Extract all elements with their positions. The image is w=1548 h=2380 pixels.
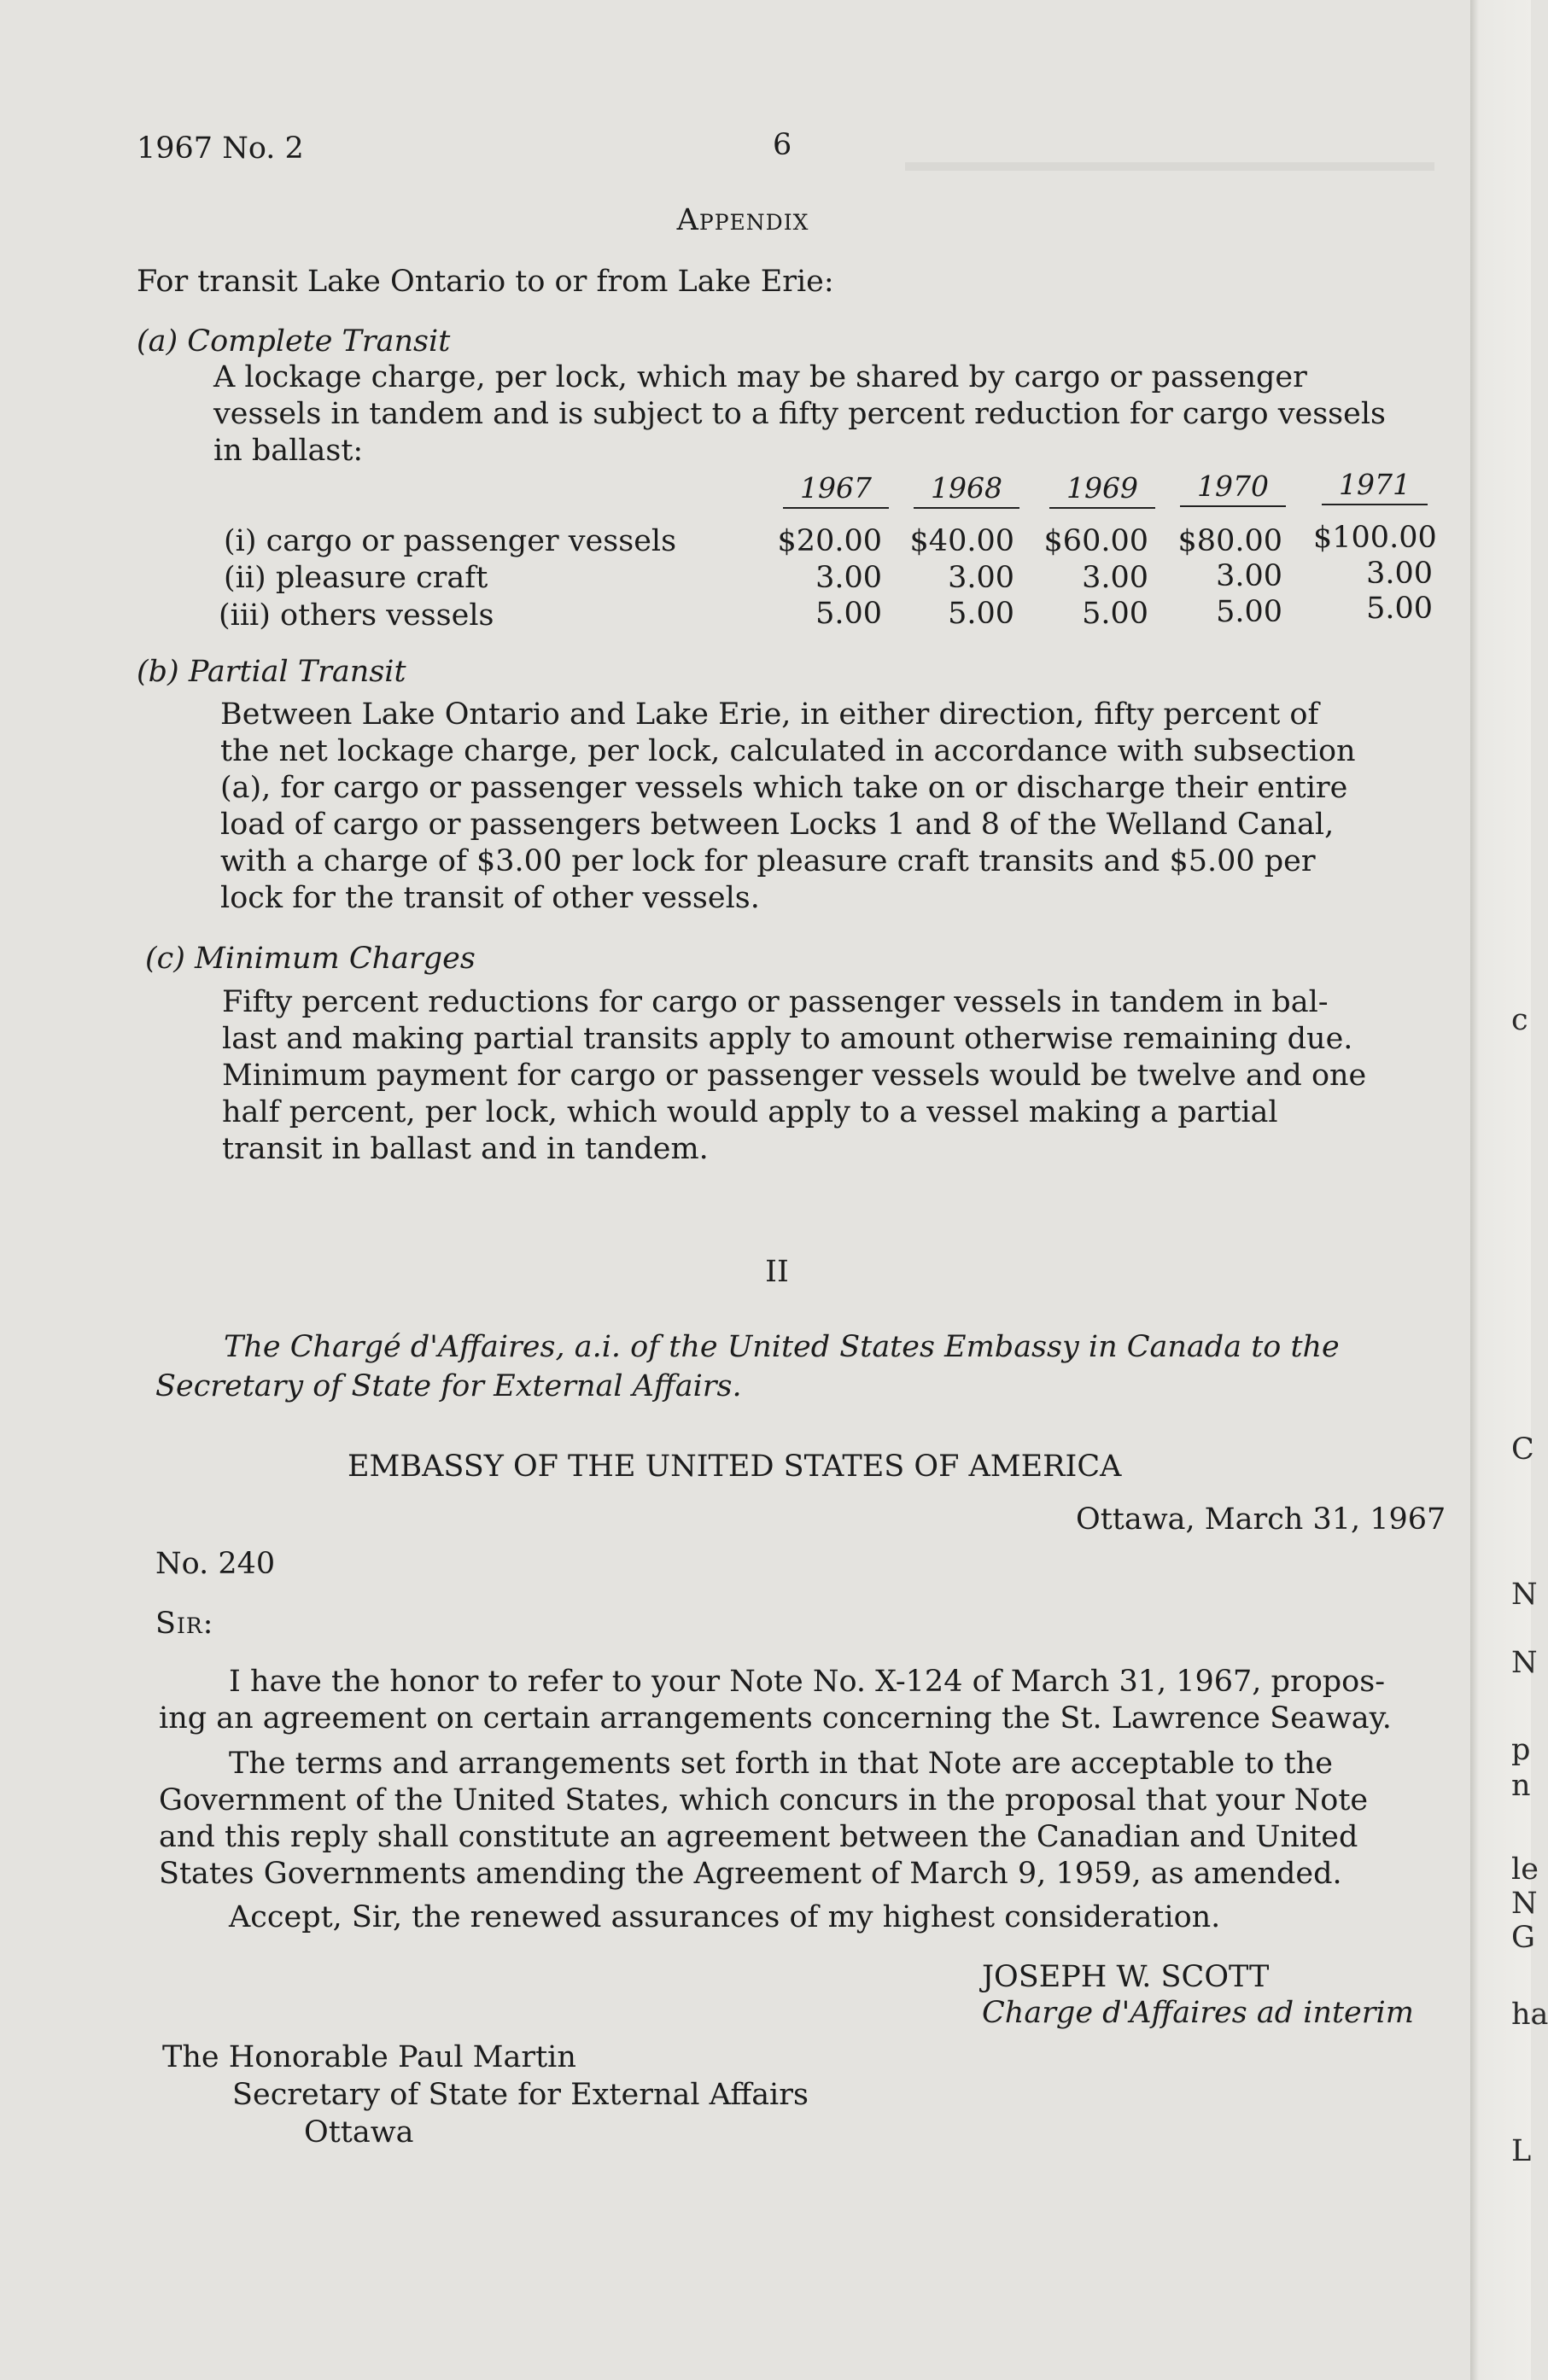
running-header: 1967 No. 2 (137, 131, 304, 166)
paragraph-line: I have the honor to refer to your Note No. X-124 of March 31, 1967, propos- (229, 1665, 1386, 1699)
facing-page-fragment: N (1511, 1578, 1538, 1612)
facing-page-fragment: ha (1511, 1998, 1548, 2032)
table-cell: $20.00 (777, 524, 882, 558)
facing-page-fragment: G (1511, 1921, 1535, 1955)
table-cell: 3.00 (1216, 559, 1282, 593)
table-cell: $80.00 (1177, 524, 1282, 558)
subsection-b-line: (a), for cargo or passenger vessels which take on or discharge their entire (220, 771, 1348, 805)
table-row-label: (ii) pleasure craft (224, 561, 488, 595)
facing-page-fragment: L (1511, 2134, 1532, 2168)
table-cell: 5.00 (1216, 595, 1282, 629)
addressee-line: The Honorable Paul Martin (162, 2040, 576, 2074)
facing-page-fragment: C (1511, 1432, 1534, 1467)
table-row-label: (i) cargo or passenger vessels (224, 524, 677, 558)
subsection-b-heading: (b) Partial Transit (137, 655, 406, 689)
subsection-b-line: with a charge of $3.00 per lock for pleasure craft transits and $5.00 per (220, 844, 1316, 878)
facing-page-fragment: n (1511, 1769, 1531, 1803)
year-header: 1969 (1049, 471, 1155, 509)
subsection-b-line: lock for the transit of other vessels. (220, 881, 760, 915)
subsection-a-line: in ballast: (213, 434, 364, 468)
facing-page-fragment: c (1511, 1003, 1528, 1037)
year-header: 1971 (1322, 468, 1428, 505)
facing-page-fragment: N (1511, 1646, 1538, 1680)
letter-caption: The Chargé d'Affaires, a.i. of the United States Embassy in Canada to the (224, 1330, 1340, 1364)
facing-page-fragment: p (1511, 1733, 1531, 1767)
signature-title: Charge d'Affaires ad interim (982, 1996, 1414, 2030)
paragraph-line: ing an agreement on certain arrangements concerning the St. Lawrence Seaway. (159, 1701, 1392, 1735)
addressee-line: Secretary of State for External Affairs (232, 2078, 809, 2112)
embassy-heading: EMBASSY OF THE UNITED STATES OF AMERICA (348, 1450, 1122, 1484)
bleed-through-shadow (905, 162, 1434, 191)
year-header: 1970 (1180, 470, 1286, 507)
subsection-a-line: A lockage charge, per lock, which may be shared by cargo or passenger (213, 360, 1307, 394)
subsection-b-line: the net lockage charge, per lock, calculated in accordance with subsection (220, 734, 1356, 768)
subsection-b-line: load of cargo or passengers between Locks 1 and 8 of the Welland Canal, (220, 808, 1335, 842)
table-cell: 5.00 (815, 597, 882, 631)
appendix-intro: For transit Lake Ontario to or from Lake Erie: (137, 265, 834, 299)
table-cell: 5.00 (948, 597, 1014, 631)
year-header: 1967 (783, 471, 889, 509)
subsection-c-line: last and making partial transits apply to amount otherwise remaining due. (222, 1022, 1353, 1056)
signature-name: JOSEPH W. SCOTT (982, 1960, 1270, 1994)
paragraph-line: Government of the United States, which concurs in the proposal that your Note (159, 1783, 1369, 1817)
paragraph-line: Accept, Sir, the renewed assurances of my highest consideration. (229, 1900, 1221, 1934)
table-cell: 3.00 (948, 561, 1014, 595)
section-number: II (765, 1255, 789, 1289)
subsection-c-heading: (c) Minimum Charges (145, 942, 476, 976)
addressee-line: Ottawa (304, 2115, 414, 2150)
appendix-title: Appendix (676, 203, 809, 237)
subsection-a-heading: (a) Complete Transit (137, 324, 451, 359)
subsection-c-line: transit in ballast and in tandem. (222, 1132, 709, 1166)
table-cell: $100.00 (1313, 521, 1437, 555)
table-row-label: (iii) others vessels (219, 598, 494, 633)
facing-page-fragment: N (1511, 1887, 1538, 1921)
subsection-c-line: half percent, per lock, which would apply to a vessel making a partial (222, 1095, 1278, 1129)
paragraph-line: The terms and arrangements set forth in that Note are acceptable to the (229, 1747, 1333, 1781)
table-cell: 3.00 (1366, 557, 1433, 591)
page-number: 6 (773, 128, 792, 162)
table-cell: 3.00 (1082, 561, 1148, 595)
facing-page-fragment: le (1511, 1852, 1539, 1887)
paragraph-line: States Governments amending the Agreement of March 9, 1959, as amended. (159, 1857, 1342, 1891)
letter-caption: Secretary of State for External Affairs. (155, 1369, 742, 1403)
salutation: Sir: (155, 1607, 214, 1641)
note-number: No. 240 (155, 1547, 276, 1581)
table-cell: $40.00 (909, 524, 1014, 558)
table-cell: 5.00 (1366, 592, 1433, 626)
year-header: 1968 (914, 471, 1019, 509)
table-cell: 3.00 (815, 561, 882, 595)
place-date: Ottawa, March 31, 1967 (1076, 1502, 1446, 1537)
table-cell: $60.00 (1043, 524, 1148, 558)
subsection-a-line: vessels in tandem and is subject to a fifty percent reduction for cargo vessels (213, 397, 1387, 431)
table-cell: 5.00 (1082, 597, 1148, 631)
paragraph-line: and this reply shall constitute an agreement between the Canadian and United (159, 1820, 1358, 1854)
subsection-b-line: Between Lake Ontario and Lake Erie, in either direction, fifty percent of (220, 697, 1319, 732)
subsection-c-line: Fifty percent reductions for cargo or passenger vessels in tandem in bal- (222, 985, 1329, 1019)
subsection-c-line: Minimum payment for cargo or passenger vessels would be twelve and one (222, 1059, 1367, 1093)
